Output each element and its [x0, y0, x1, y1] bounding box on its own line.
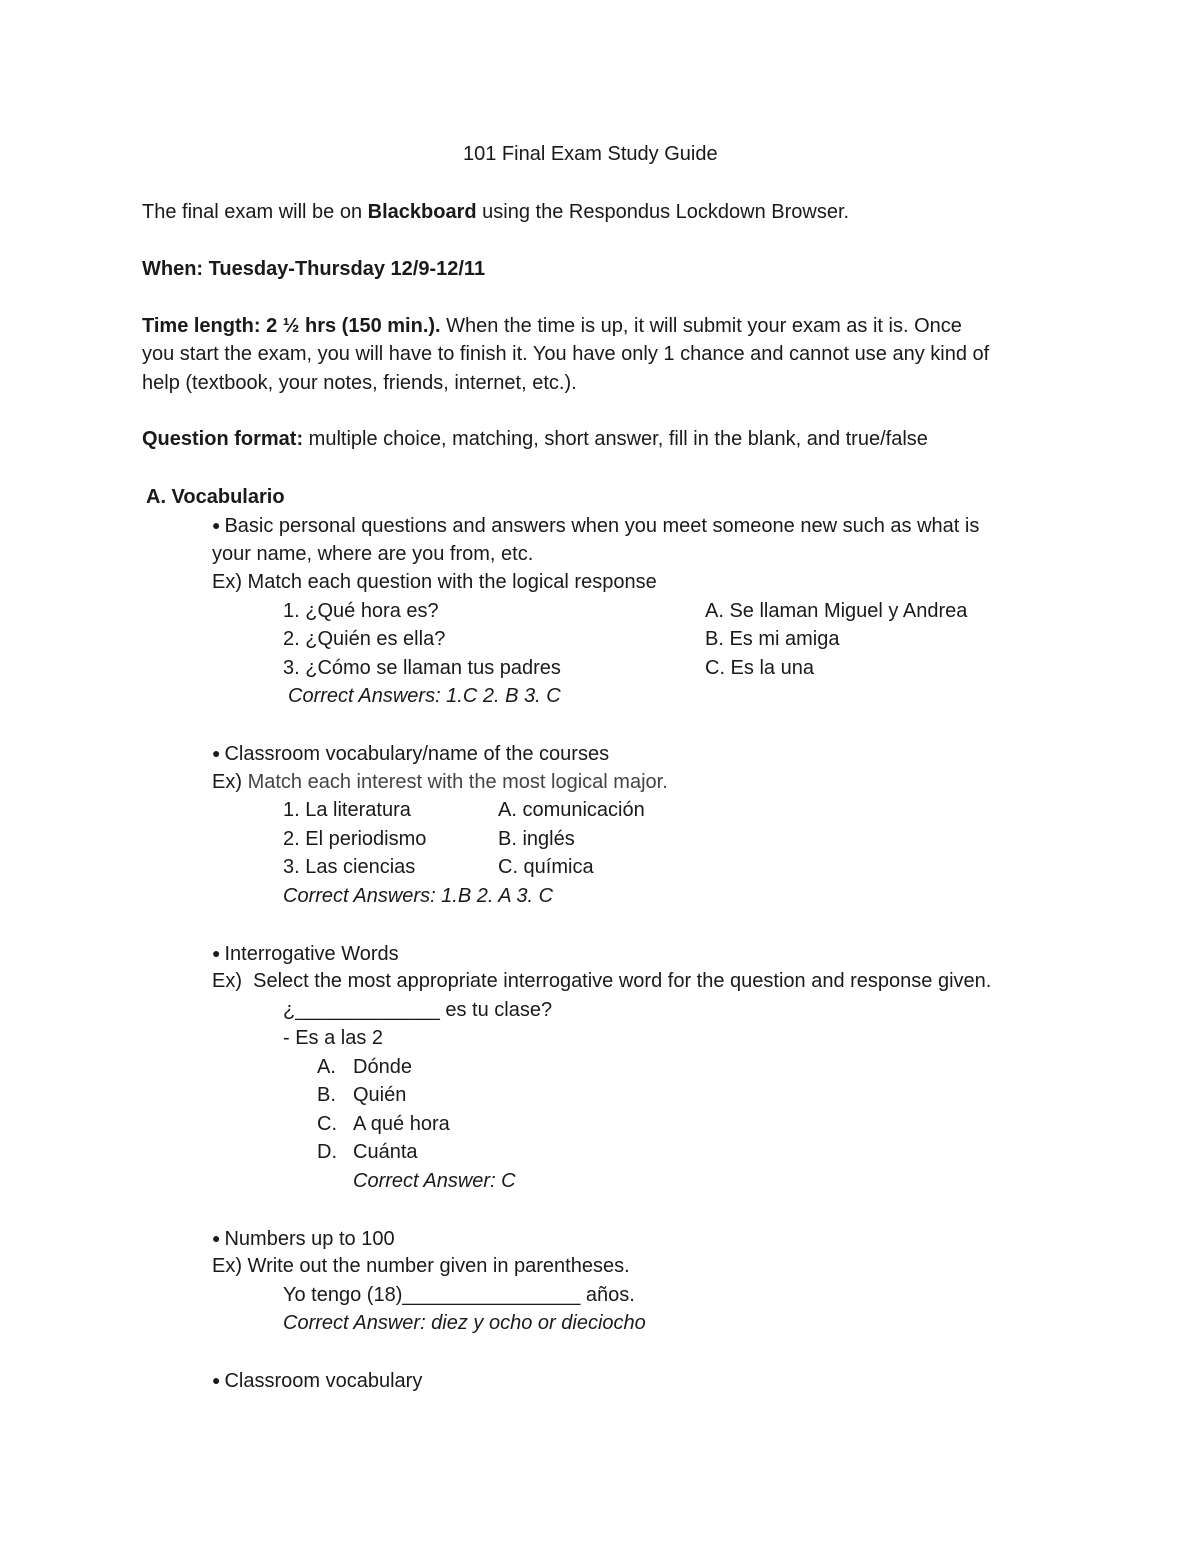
bullet-4-text: Numbers up to 100	[224, 1228, 395, 1250]
interest-3: 3. Las ciencias	[283, 856, 416, 878]
intro-text: The final exam will be on	[142, 201, 368, 223]
bullet-3-example: Ex) Select the most appropriate interrogative word for the question and response given.	[212, 970, 992, 992]
option-letter: D.	[317, 1141, 337, 1163]
number-sentence: Yo tengo (18)________________ años.	[283, 1284, 635, 1306]
time-length-line-2: you start the exam, you will have to finish it. You have only 1 chance and cannot use any kind of	[142, 343, 990, 365]
bullet-3-text: Interrogative Words	[224, 943, 399, 965]
bullet-5-line-1	[212, 1366, 422, 1395]
bullet-icon: ●	[212, 517, 221, 533]
bullet-4-line-1	[212, 1224, 395, 1253]
when-line: When: Tuesday-Thursday 12/9-12/11	[142, 258, 486, 280]
intro-blackboard: Blackboard	[367, 201, 477, 223]
match-response-c: C. Es la una	[705, 657, 814, 679]
option-text: A qué hora	[353, 1113, 450, 1135]
bullet-2-answer: Correct Answers: 1.B 2. A 3. C	[283, 885, 554, 907]
match-question-3: 3. ¿Cómo se llaman tus padres	[283, 657, 561, 679]
question-format-text: multiple choice, matching, short answer, fill in the blank, and true/false	[303, 428, 928, 450]
interest-1: 1. La literatura	[283, 799, 411, 821]
bullet-1-line-1	[212, 511, 979, 540]
intro-paragraph	[142, 198, 849, 226]
option-b	[317, 1081, 407, 1109]
bullet-1-line-2: your name, where are you from, etc.	[212, 543, 534, 565]
option-text: Quién	[353, 1084, 407, 1106]
question-format-line	[142, 425, 928, 453]
bullet-1-text: Basic personal questions and answers when you meet someone new such as what is	[224, 515, 980, 537]
bullet-icon: ●	[212, 745, 221, 761]
major-c: C. química	[498, 856, 594, 878]
bullet-4-example: Ex) Write out the number given in parentheses.	[212, 1255, 630, 1277]
question-format-label: Question format:	[142, 428, 304, 450]
major-a: A. comunicación	[498, 799, 645, 821]
option-letter: C.	[317, 1113, 337, 1135]
time-length-line-1	[142, 312, 962, 340]
section-a-heading: A. Vocabulario	[146, 486, 285, 508]
bullet-2-text: Classroom vocabulary/name of the courses	[224, 743, 610, 765]
time-length-label: Time length: 2 ½ hrs (150 min.).	[142, 315, 441, 337]
bullet-1-answer: Correct Answers: 1.C 2. B 3. C	[288, 685, 561, 707]
page-title: 101 Final Exam Study Guide	[463, 143, 718, 165]
option-text: Dónde	[353, 1056, 412, 1078]
option-text: Cuánta	[353, 1141, 418, 1163]
bullet-2-example	[212, 768, 668, 796]
match-response-a: A. Se llaman Miguel y Andrea	[705, 600, 968, 622]
bullet-icon: ●	[212, 1230, 221, 1246]
match-question-2: 2. ¿Quién es ella?	[283, 628, 446, 650]
bullet-1-example: Ex) Match each question with the logical response	[212, 571, 657, 593]
time-length-text: When the time is up, it will submit your exam as it is. Once	[440, 315, 962, 337]
example-text: Match each interest with the most logical major.	[247, 771, 668, 793]
option-letter: A.	[317, 1056, 336, 1078]
bullet-4-answer: Correct Answer: diez y ocho or dieciocho	[283, 1312, 646, 1334]
match-response-b: B. Es mi amiga	[705, 628, 840, 650]
bullet-icon: ●	[212, 1372, 221, 1388]
option-a	[317, 1053, 412, 1081]
option-c	[317, 1110, 450, 1138]
intro-text-end: using the Respondus Lockdown Browser.	[476, 201, 850, 223]
interest-2: 2. El periodismo	[283, 828, 427, 850]
bullet-5-text: Classroom vocabulary	[224, 1370, 423, 1392]
bullet-icon: ●	[212, 945, 221, 961]
time-length-line-3: help (textbook, your notes, friends, internet, etc.).	[142, 372, 577, 394]
major-b: B. inglés	[498, 828, 575, 850]
option-letter: B.	[317, 1084, 336, 1106]
example-prefix: Ex)	[212, 771, 248, 793]
blank-question: ¿_____________ es tu clase?	[283, 999, 553, 1021]
bullet-2-line-1	[212, 739, 609, 768]
blank-response: - Es a las 2	[283, 1027, 384, 1049]
option-d	[317, 1138, 418, 1166]
match-question-1: 1. ¿Qué hora es?	[283, 600, 439, 622]
bullet-3-line-1	[212, 939, 399, 968]
bullet-3-answer: Correct Answer: C	[353, 1170, 516, 1192]
